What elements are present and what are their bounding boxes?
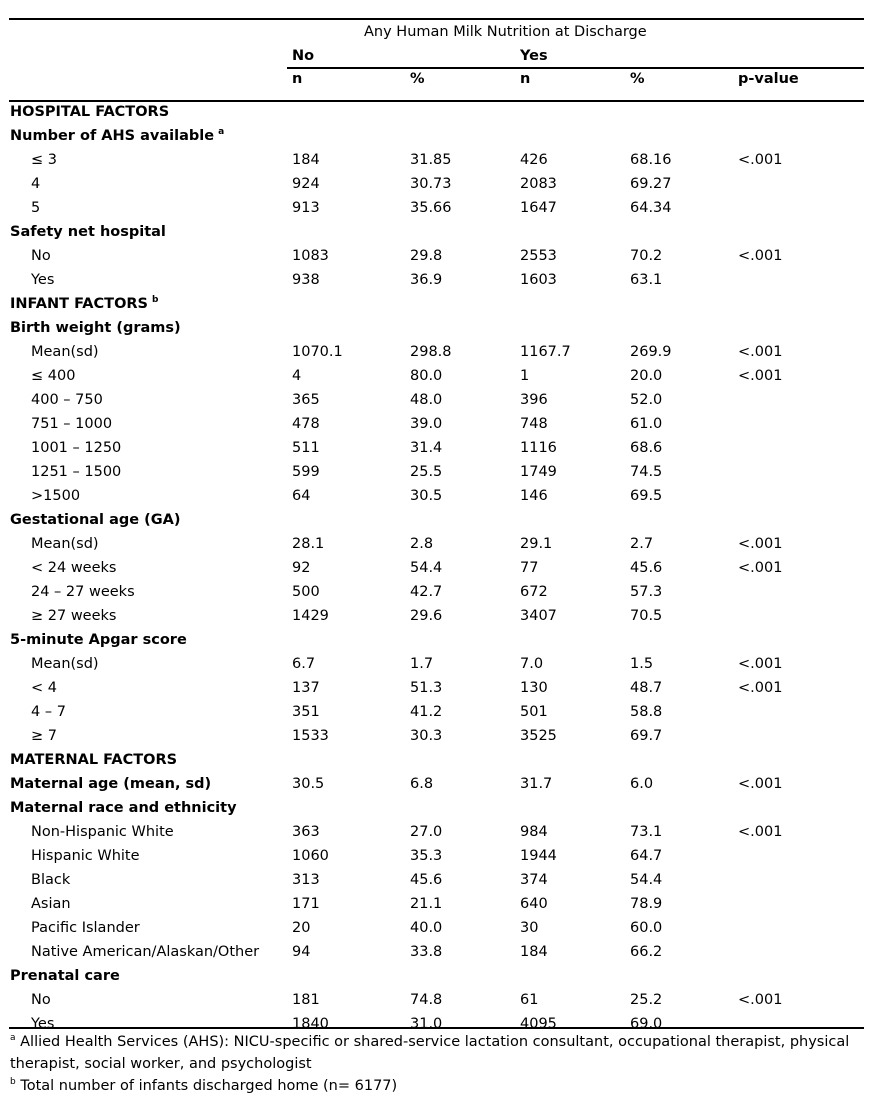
header-rule xyxy=(287,67,864,69)
cell-pct-no: 2.8 xyxy=(410,536,434,552)
cell-pct-no: 40.0 xyxy=(410,920,443,936)
cell-n-no: 30.5 xyxy=(292,776,325,792)
row-label xyxy=(31,823,174,841)
cell-pct-no: 41.2 xyxy=(410,704,443,720)
row-label xyxy=(31,463,121,481)
row-label xyxy=(10,775,211,793)
row-label xyxy=(10,751,177,769)
row-label-text: Safety net hospital xyxy=(10,224,166,240)
cell-n-yes: 640 xyxy=(520,896,548,912)
row-label xyxy=(31,607,116,625)
cell-pct-yes: 70.5 xyxy=(630,608,663,624)
cell-pct-yes: 69.7 xyxy=(630,728,663,744)
row-label xyxy=(31,847,140,865)
cell-pct-yes: 58.8 xyxy=(630,704,663,720)
cell-pct-no: 31.0 xyxy=(410,1016,443,1032)
cell-pvalue: <.001 xyxy=(738,344,783,360)
cell-n-yes: 61 xyxy=(520,992,539,1008)
col-header-n-no: n xyxy=(292,71,303,87)
cell-n-yes: 1749 xyxy=(520,464,557,480)
row-label-text: Pacific Islander xyxy=(31,920,140,936)
row-label-text: < 4 xyxy=(31,680,57,696)
row-label xyxy=(10,223,166,241)
cell-n-no: 6.7 xyxy=(292,656,316,672)
cell-n-yes: 1944 xyxy=(520,848,557,864)
cell-n-yes: 77 xyxy=(520,560,539,576)
cell-pct-yes: 66.2 xyxy=(630,944,663,960)
row-label-text: Prenatal care xyxy=(10,968,120,984)
cell-pct-yes: 69.27 xyxy=(630,176,672,192)
cell-n-no: 28.1 xyxy=(292,536,325,552)
cell-n-yes: 396 xyxy=(520,392,548,408)
row-label-text: 400 – 750 xyxy=(31,392,103,408)
cell-n-no: 1060 xyxy=(292,848,329,864)
cell-pct-no: 42.7 xyxy=(410,584,443,600)
cell-n-no: 351 xyxy=(292,704,320,720)
col-header-pct-yes: % xyxy=(630,71,645,87)
row-label-text: 751 – 1000 xyxy=(31,416,113,432)
row-label-text: Number of AHS available xyxy=(10,128,215,144)
cell-n-no: 181 xyxy=(292,992,320,1008)
cell-n-yes: 130 xyxy=(520,680,548,696)
cell-n-no: 137 xyxy=(292,680,320,696)
row-label xyxy=(10,511,181,529)
row-label-text: < 24 weeks xyxy=(31,560,117,576)
row-label-text: ≤ 3 xyxy=(31,152,57,168)
col-header-pct-no: % xyxy=(410,71,425,87)
cell-pvalue: <.001 xyxy=(738,560,783,576)
row-label-text: Mean(sd) xyxy=(31,656,99,672)
cell-pct-no: 36.9 xyxy=(410,272,443,288)
cell-pct-yes: 6.0 xyxy=(630,776,654,792)
row-label xyxy=(10,103,169,121)
cell-pct-yes: 70.2 xyxy=(630,248,663,264)
cell-pct-no: 45.6 xyxy=(410,872,443,888)
cell-pct-yes: 64.34 xyxy=(630,200,672,216)
cell-pct-yes: 61.0 xyxy=(630,416,663,432)
row-label xyxy=(31,175,40,193)
cell-n-yes: 374 xyxy=(520,872,548,888)
row-label-text: >1500 xyxy=(31,488,81,504)
cell-n-no: 1429 xyxy=(292,608,329,624)
cell-n-no: 913 xyxy=(292,200,320,216)
footnote-a xyxy=(10,1031,876,1075)
row-label-text: 5 xyxy=(31,200,41,216)
cell-pct-no: 25.5 xyxy=(410,464,443,480)
cell-pct-yes: 69.0 xyxy=(630,1016,663,1032)
row-label xyxy=(31,583,135,601)
cell-pct-yes: 64.7 xyxy=(630,848,663,864)
row-label-text: Black xyxy=(31,872,71,888)
cell-pct-yes: 52.0 xyxy=(630,392,663,408)
cell-pct-no: 6.8 xyxy=(410,776,434,792)
row-label-text: ≥ 27 weeks xyxy=(31,608,117,624)
cell-n-no: 171 xyxy=(292,896,320,912)
cell-n-yes: 1 xyxy=(520,368,530,384)
row-label-text: Maternal age (mean, sd) xyxy=(10,776,212,792)
cell-n-no: 478 xyxy=(292,416,320,432)
cell-n-no: 511 xyxy=(292,440,320,456)
cell-pvalue: <.001 xyxy=(738,152,783,168)
row-label-text: ≥ 7 xyxy=(31,728,57,744)
footnote-marker: b xyxy=(152,295,159,305)
row-label xyxy=(31,487,80,505)
cell-n-no: 313 xyxy=(292,872,320,888)
row-label xyxy=(31,727,57,745)
cell-n-no: 4 xyxy=(292,368,302,384)
row-label-text: 5-minute Apgar score xyxy=(10,632,187,648)
row-label xyxy=(31,871,70,889)
cell-n-no: 92 xyxy=(292,560,311,576)
row-label-text: 4 xyxy=(31,176,41,192)
group-title: Any Human Milk Nutrition at Discharge xyxy=(364,24,647,40)
yes-group-label: Yes xyxy=(520,48,548,64)
cell-n-no: 64 xyxy=(292,488,311,504)
cell-n-no: 20 xyxy=(292,920,311,936)
row-label-text: ≤ 400 xyxy=(31,368,76,384)
row-label-text: No xyxy=(31,248,51,264)
row-label xyxy=(31,535,99,553)
cell-n-no: 1083 xyxy=(292,248,329,264)
cell-n-yes: 30 xyxy=(520,920,539,936)
row-label xyxy=(31,367,75,385)
row-label-text: Yes xyxy=(31,1016,55,1032)
cell-n-no: 1840 xyxy=(292,1016,329,1032)
cell-pct-yes: 57.3 xyxy=(630,584,663,600)
cell-n-yes: 3525 xyxy=(520,728,557,744)
cell-n-yes: 146 xyxy=(520,488,548,504)
row-label xyxy=(31,247,51,265)
cell-n-yes: 184 xyxy=(520,944,548,960)
cell-n-yes: 1647 xyxy=(520,200,557,216)
cell-pct-yes: 74.5 xyxy=(630,464,663,480)
row-label-text: Maternal race and ethnicity xyxy=(10,800,237,816)
row-label-text: Hispanic White xyxy=(31,848,140,864)
cell-n-yes: 4095 xyxy=(520,1016,557,1032)
cell-n-no: 94 xyxy=(292,944,311,960)
cell-pct-no: 35.3 xyxy=(410,848,443,864)
row-label xyxy=(10,631,187,649)
row-label-text: Non-Hispanic White xyxy=(31,824,174,840)
row-label-text: No xyxy=(31,992,51,1008)
row-label-text: INFANT FACTORS xyxy=(10,296,148,312)
cell-pct-yes: 20.0 xyxy=(630,368,663,384)
cell-n-yes: 1116 xyxy=(520,440,557,456)
cell-n-yes: 748 xyxy=(520,416,548,432)
col-header-n-yes: n xyxy=(520,71,531,87)
row-label xyxy=(31,151,57,169)
row-label xyxy=(31,919,140,937)
footnote-marker: a xyxy=(218,127,225,137)
row-label xyxy=(10,295,158,313)
cell-n-no: 500 xyxy=(292,584,320,600)
cell-pct-no: 74.8 xyxy=(410,992,443,1008)
footnote-a-text: Allied Health Services (AHS): NICU-specific or shared-service lactation consultant, occupational therapist, physical therapist, social worker, and psychologist xyxy=(10,1034,850,1072)
cell-pct-no: 31.4 xyxy=(410,440,443,456)
cell-n-yes: 2083 xyxy=(520,176,557,192)
cell-pct-no: 54.4 xyxy=(410,560,443,576)
footnote-b-mark: b xyxy=(10,1077,16,1087)
row-label xyxy=(31,943,259,961)
cell-pct-no: 80.0 xyxy=(410,368,443,384)
cell-pct-no: 35.66 xyxy=(410,200,452,216)
cell-pct-yes: 269.9 xyxy=(630,344,672,360)
row-label xyxy=(31,271,54,289)
cell-n-yes: 1603 xyxy=(520,272,557,288)
cell-pvalue: <.001 xyxy=(738,776,783,792)
cell-n-no: 1533 xyxy=(292,728,329,744)
col-header-pvalue: p-value xyxy=(738,71,799,87)
row-label-text: Mean(sd) xyxy=(31,536,99,552)
cell-n-no: 1070.1 xyxy=(292,344,343,360)
row-label xyxy=(31,415,112,433)
row-label-text: 24 – 27 weeks xyxy=(31,584,135,600)
cell-n-yes: 984 xyxy=(520,824,548,840)
cell-pct-yes: 54.4 xyxy=(630,872,663,888)
row-label xyxy=(31,655,99,673)
cell-pvalue: <.001 xyxy=(738,680,783,696)
cell-pct-no: 29.8 xyxy=(410,248,443,264)
row-label xyxy=(10,127,224,145)
row-label-text: HOSPITAL FACTORS xyxy=(10,104,170,120)
row-label-text: 1251 – 1500 xyxy=(31,464,122,480)
cell-pct-no: 21.1 xyxy=(410,896,443,912)
cell-pct-no: 30.5 xyxy=(410,488,443,504)
cell-pct-yes: 63.1 xyxy=(630,272,663,288)
cell-pvalue: <.001 xyxy=(738,368,783,384)
cell-pct-no: 298.8 xyxy=(410,344,452,360)
header-bottom-rule xyxy=(9,100,864,102)
row-label xyxy=(10,799,237,817)
cell-pct-no: 27.0 xyxy=(410,824,443,840)
cell-n-no: 924 xyxy=(292,176,320,192)
cell-pct-yes: 78.9 xyxy=(630,896,663,912)
row-label xyxy=(31,895,71,913)
cell-pct-yes: 73.1 xyxy=(630,824,663,840)
cell-pvalue: <.001 xyxy=(738,536,783,552)
cell-n-yes: 2553 xyxy=(520,248,557,264)
row-label-text: Mean(sd) xyxy=(31,344,99,360)
cell-pct-no: 29.6 xyxy=(410,608,443,624)
cell-pvalue: <.001 xyxy=(738,656,783,672)
cell-pct-yes: 69.5 xyxy=(630,488,663,504)
cell-n-yes: 3407 xyxy=(520,608,557,624)
cell-pct-no: 48.0 xyxy=(410,392,443,408)
row-label-text: Native American/Alaskan/Other xyxy=(31,944,260,960)
footnote-b xyxy=(10,1075,876,1097)
cell-n-no: 363 xyxy=(292,824,320,840)
cell-pct-yes: 48.7 xyxy=(630,680,663,696)
row-label xyxy=(31,343,99,361)
row-label-text: Birth weight (grams) xyxy=(10,320,181,336)
cell-pct-no: 39.0 xyxy=(410,416,443,432)
no-group-label: No xyxy=(292,48,315,64)
row-label xyxy=(10,319,181,337)
row-label-text: Asian xyxy=(31,896,71,912)
row-label-text: Gestational age (GA) xyxy=(10,512,181,528)
row-label xyxy=(31,559,116,577)
cell-pct-no: 30.73 xyxy=(410,176,452,192)
row-label-text: 1001 – 1250 xyxy=(31,440,122,456)
cell-pct-no: 1.7 xyxy=(410,656,434,672)
cell-pvalue: <.001 xyxy=(738,824,783,840)
cell-n-yes: 31.7 xyxy=(520,776,553,792)
row-label-text: 4 – 7 xyxy=(31,704,66,720)
row-label xyxy=(31,199,40,217)
footnote-a-mark: a xyxy=(10,1033,16,1043)
cell-pct-yes: 2.7 xyxy=(630,536,654,552)
cell-n-yes: 7.0 xyxy=(520,656,544,672)
top-rule xyxy=(9,18,864,20)
row-label xyxy=(31,679,57,697)
cell-pct-no: 51.3 xyxy=(410,680,443,696)
cell-pct-yes: 68.6 xyxy=(630,440,663,456)
cell-n-yes: 29.1 xyxy=(520,536,553,552)
row-label-text: MATERNAL FACTORS xyxy=(10,752,178,768)
cell-n-no: 365 xyxy=(292,392,320,408)
cell-pct-no: 31.85 xyxy=(410,152,452,168)
cell-pvalue: <.001 xyxy=(738,992,783,1008)
footnote-b-text: Total number of infants discharged home (n= 6177) xyxy=(20,1078,398,1094)
row-label xyxy=(31,703,66,721)
cell-pct-yes: 68.16 xyxy=(630,152,672,168)
cell-n-no: 599 xyxy=(292,464,320,480)
cell-pct-no: 30.3 xyxy=(410,728,443,744)
cell-n-yes: 501 xyxy=(520,704,548,720)
cell-n-no: 184 xyxy=(292,152,320,168)
row-label xyxy=(31,391,103,409)
cell-n-yes: 1167.7 xyxy=(520,344,571,360)
cell-pvalue: <.001 xyxy=(738,248,783,264)
cell-pct-yes: 60.0 xyxy=(630,920,663,936)
cell-pct-yes: 45.6 xyxy=(630,560,663,576)
cell-n-yes: 426 xyxy=(520,152,548,168)
cell-pct-yes: 1.5 xyxy=(630,656,654,672)
row-label xyxy=(10,967,120,985)
cell-pct-yes: 25.2 xyxy=(630,992,663,1008)
row-label xyxy=(31,439,121,457)
cell-n-yes: 672 xyxy=(520,584,548,600)
cell-n-no: 938 xyxy=(292,272,320,288)
row-label-text: Yes xyxy=(31,272,55,288)
row-label xyxy=(31,991,51,1009)
cell-pct-no: 33.8 xyxy=(410,944,443,960)
